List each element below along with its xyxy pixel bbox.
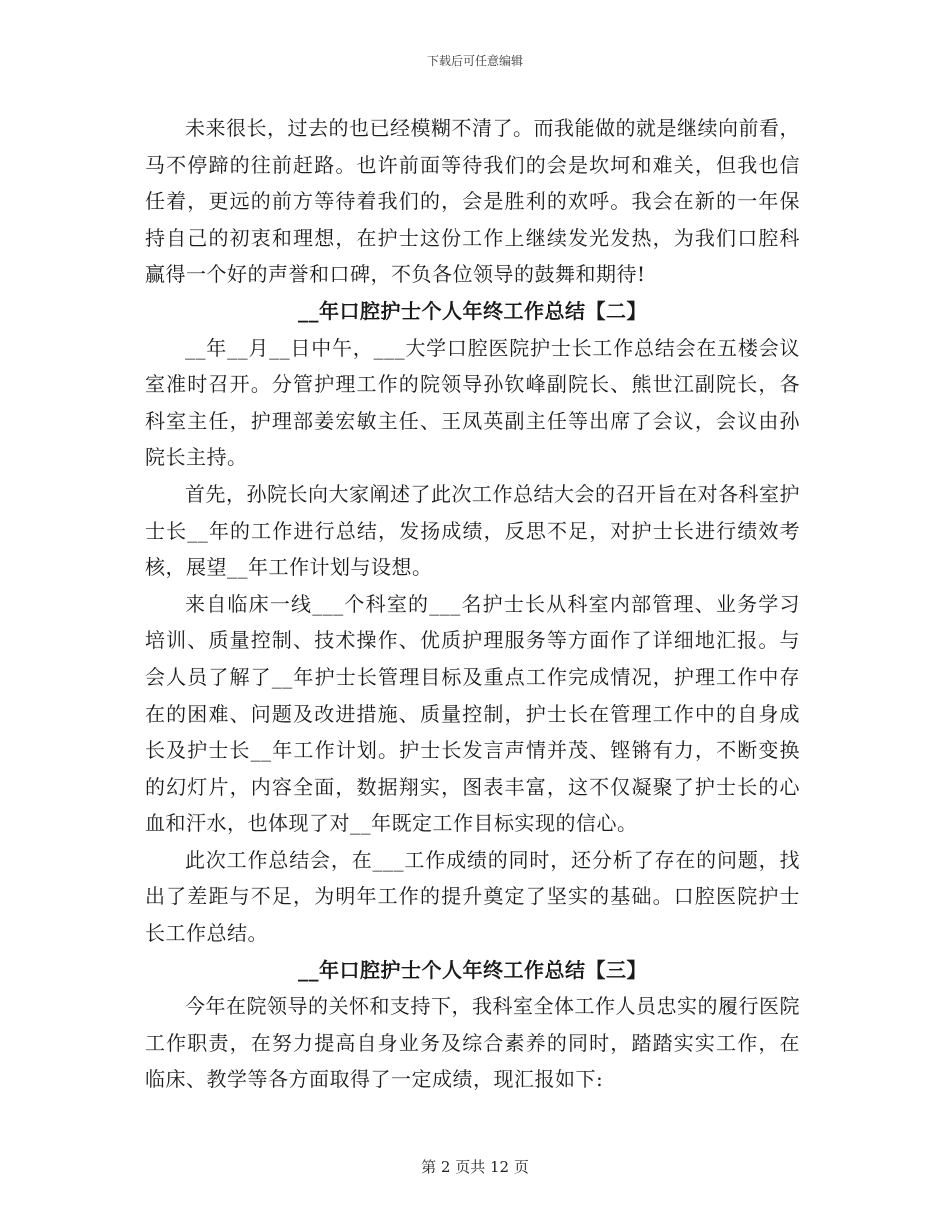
paragraph-reports: 来自临床一线___个科室的___名护士长从科室内部管理、业务学习培训、质量控制、技术操作、优质护理服务等方面作了详细地汇报。与会人员了解了__年护士长管理目标及重点工作完成情况，护理工作中存在的困难、问题及改进措施、质量控制，护士长在管理工作中的自身成长及护士长__年工作计划。护士长发言声情并茂、铿锵有力，不断变换的幻灯片，内容全面，数据翔实，图表丰富，这不仅凝聚了护士长的心血和汗水，也体现了对__年既定工作目标实现的信心。 [145, 591, 800, 836]
paragraph-future: 未来很长，过去的也已经模糊不清了。而我能做的就是继续向前看，马不停蹄的往前赶路。也许前面等待我们的会是坎坷和难关，但我也信任着，更远的前方等待着我们的，会是胜利的欢呼。我会在新的一年保持自己的初衷和理想，在护士这份工作上继续发光发热，为我们口腔科赢得一个好的声誉和口碑，不负各位领导的鼓舞和期待! [145, 116, 800, 287]
section-heading-2: __年口腔护士个人年终工作总结【二】 [298, 298, 647, 323]
section-heading-3: __年口腔护士个人年终工作总结【三】 [298, 957, 647, 982]
paragraph-this-year: 今年在院领导的关怀和支持下，我科室全体工作人员忠实的履行医院工作职责，在努力提高自身业务及综合素养的同时，踏踏实实工作，在临床、教学等各方面取得了一定成绩，现汇报如下: [145, 994, 800, 1092]
paragraph-summary: 此次工作总结会，在___工作成绩的同时，还分析了存在的问题，找出了差距与不足，为明年工作的提升奠定了坚实的基础。口腔医院护士长工作总结。 [145, 847, 800, 946]
paragraph-meeting: __年__月__日中午，___大学口腔医院护士长工作总结会在五楼会议室准时召开。分管护理工作的院领导孙钦峰副院长、熊世江副院长，各科室主任，护理部姜宏敏主任、王凤英副主任等出席了会议，会议由孙院长主持。 [145, 335, 800, 470]
page-number: 第 2 页共 12 页 [421, 1158, 529, 1176]
document-body [145, 110, 800, 1098]
paragraph-purpose: 首先，孙院长向大家阐述了此次工作总结大会的召开旨在对各科室护士长__年的工作进行总结，发扬成绩，反思不足，对护士长进行绩效考核，展望__年工作计划与设想。 [145, 481, 800, 580]
page-header: 下载后可任意编辑 [426, 54, 523, 68]
